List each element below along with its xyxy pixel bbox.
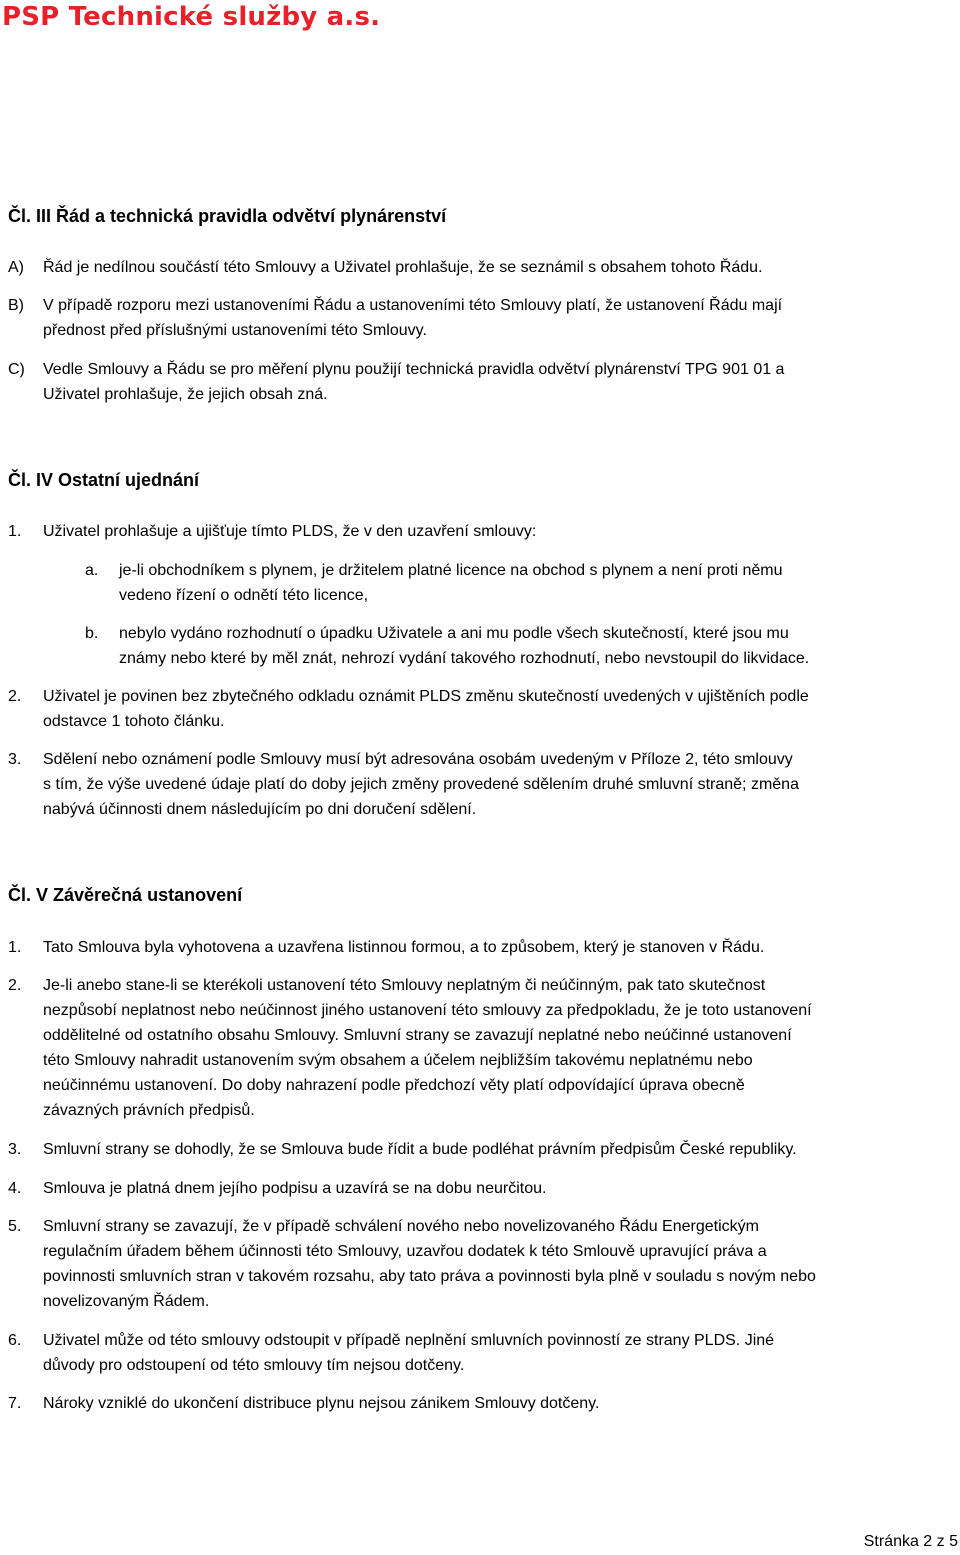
item-text bbox=[43, 1137, 960, 1162]
item-text bbox=[43, 255, 960, 280]
item-text bbox=[43, 293, 960, 343]
item-marker: 1. bbox=[8, 939, 22, 956]
item-marker: 3. bbox=[8, 1141, 22, 1158]
item-line: je-li obchodníkem s plynem, je držitelem platné licence na obchod s plynem a není proti němu bbox=[119, 562, 783, 579]
sub-list-item bbox=[85, 621, 960, 671]
item-marker: a. bbox=[85, 562, 99, 579]
list-item bbox=[8, 1176, 960, 1201]
item-line: této Smlouvy nahradit ustanovením svým obsahem a účelem nejbližším takovému neplatnému nebo bbox=[43, 1052, 753, 1069]
list-item bbox=[8, 293, 960, 343]
item-line: závazných právních předpisů. bbox=[43, 1102, 255, 1119]
item-line: oddělitelné od ostatního obsahu Smlouvy. Smluvní strany se zavazují neplatné nebo neúčinné ustanovení bbox=[43, 1027, 792, 1044]
item-line: Je-li anebo stane-li se kterékoli ustanovení této Smlouvy neplatným či neúčinným, pak tato skutečnost bbox=[43, 977, 766, 994]
section-heading-v: Čl. V Závěrečná ustanovení bbox=[8, 885, 243, 905]
item-line: Sdělení nebo oznámení podle Smlouvy musí být adresována osobám uvedeným v Příloze 2, této smlouvy bbox=[43, 751, 793, 768]
item-marker: B) bbox=[8, 297, 24, 314]
item-line: Smlouva je platná dnem jejího podpisu a uzavírá se na dobu neurčitou. bbox=[43, 1180, 547, 1197]
item-line: nezpůsobí neplatnost nebo neúčinnost jiného ustanovení této smlouvy za předpokladu, že je toto ustanovení bbox=[43, 1002, 812, 1019]
item-line: Uživatel je povinen bez zbytečného odkladu oznámit PLDS změnu skutečností uvedených v ujištěních podle bbox=[43, 688, 809, 705]
list-item bbox=[8, 255, 960, 280]
item-line: novelizovaným Řádem. bbox=[43, 1293, 210, 1310]
list-item bbox=[8, 1391, 960, 1416]
item-marker: 2. bbox=[8, 688, 22, 705]
item-line: Uživatel prohlašuje, že jejich obsah zná. bbox=[43, 386, 328, 403]
list-item bbox=[8, 357, 960, 407]
item-line: důvody pro odstoupení od této smlouvy tím nejsou dotčeny. bbox=[43, 1357, 465, 1374]
item-line: s tím, že výše uvedené údaje platí do doby jejich změny provedené sdělením druhé smluvní straně; změna bbox=[43, 776, 799, 793]
item-line: Řád je nedílnou součástí této Smlouvy a Uživatel prohlašuje, že se seznámil s obsahem tohoto Řádu. bbox=[43, 259, 763, 276]
item-text bbox=[119, 558, 960, 608]
item-line: Smluvní strany se dohodly, že se Smlouva bude řídit a bude podléhat právním předpisům České republiky. bbox=[43, 1141, 797, 1158]
section-heading-iii: Čl. III Řád a technická pravidla odvětví plynárenství bbox=[8, 206, 447, 226]
company-logo-text: PSP Technické služby a.s. bbox=[2, 2, 381, 32]
item-line: Vedle Smlouvy a Řádu se pro měření plynu použijí technická pravidla odvětví plynárenství TPG 901 01 a bbox=[43, 361, 785, 378]
item-text bbox=[43, 1391, 960, 1416]
item-text bbox=[43, 973, 960, 1123]
list-item bbox=[8, 1328, 960, 1378]
list-item bbox=[8, 973, 960, 1123]
item-line: Tato Smlouva byla vyhotovena a uzavřena listinnou formou, a to způsobem, který je stanoven v Řádu. bbox=[43, 939, 765, 956]
item-text bbox=[43, 747, 960, 822]
item-text bbox=[43, 357, 960, 407]
item-text bbox=[43, 1214, 960, 1314]
item-line: přednost před příslušnými ustanoveními této Smlouvy. bbox=[43, 322, 427, 339]
item-marker: C) bbox=[8, 361, 25, 378]
item-text bbox=[43, 684, 960, 734]
item-marker: 4. bbox=[8, 1180, 22, 1197]
item-marker: b. bbox=[85, 625, 99, 642]
list-item bbox=[8, 935, 960, 960]
item-line: nabývá účinnosti dnem následujícím po dni doručení sdělení. bbox=[43, 801, 477, 818]
item-marker: 5. bbox=[8, 1218, 22, 1235]
list-item bbox=[8, 1214, 960, 1314]
list-item bbox=[8, 684, 960, 734]
item-text bbox=[43, 519, 960, 544]
item-marker: A) bbox=[8, 259, 24, 276]
item-line: regulačním úřadem během účinnosti této Smlouvy, uzavřou dodatek k této Smlouvě upravující práva a bbox=[43, 1243, 767, 1260]
item-line: V případě rozporu mezi ustanoveními Řádu a ustanoveními této Smlouvy platí, že ustanovení Řádu mají bbox=[43, 297, 783, 314]
item-text bbox=[43, 935, 960, 960]
page-number: Stránka 2 z 5 bbox=[863, 1533, 958, 1550]
list-item bbox=[8, 1137, 960, 1162]
list-item bbox=[8, 519, 960, 544]
item-text bbox=[43, 1176, 960, 1201]
item-line: Nároky vzniklé do ukončení distribuce plynu nejsou zánikem Smlouvy dotčeny. bbox=[43, 1395, 600, 1412]
item-line: Smluvní strany se zavazují, že v případě schválení nového nebo novelizovaného Řádu Energetickým bbox=[43, 1218, 759, 1235]
item-line: Uživatel může od této smlouvy odstoupit v případě neplnění smluvních povinností ze strany PLDS. Jiné bbox=[43, 1332, 775, 1349]
item-line: odstavce 1 tohoto článku. bbox=[43, 713, 225, 730]
sub-list-item bbox=[85, 558, 960, 608]
item-marker: 7. bbox=[8, 1395, 22, 1412]
list-item bbox=[8, 747, 960, 822]
item-text bbox=[43, 1328, 960, 1378]
item-line: Uživatel prohlašuje a ujišťuje tímto PLDS, že v den uzavření smlouvy: bbox=[43, 523, 537, 540]
item-marker: 1. bbox=[8, 523, 22, 540]
item-marker: 6. bbox=[8, 1332, 22, 1349]
item-line: neúčinnému ustanovení. Do doby nahrazení podle předchozí věty platí odpovídající úprava obecně bbox=[43, 1077, 745, 1094]
item-line: vedeno řízení o odnětí této licence, bbox=[119, 587, 369, 604]
item-marker: 2. bbox=[8, 977, 22, 994]
item-line: známy nebo které by měl znát, nehrozí vydání takového rozhodnutí, nebo nevstoupil do likvidace. bbox=[119, 650, 810, 667]
item-line: povinnosti smluvních stran v takovém rozsahu, aby tato práva a povinnosti byla plně v souladu s novým nebo bbox=[43, 1268, 816, 1285]
item-marker: 3. bbox=[8, 751, 22, 768]
section-heading-iv: Čl. IV Ostatní ujednání bbox=[8, 470, 200, 490]
item-line: nebylo vydáno rozhodnutí o úpadku Uživatele a ani mu podle všech skutečností, které jsou mu bbox=[119, 625, 789, 642]
item-text bbox=[119, 621, 960, 671]
